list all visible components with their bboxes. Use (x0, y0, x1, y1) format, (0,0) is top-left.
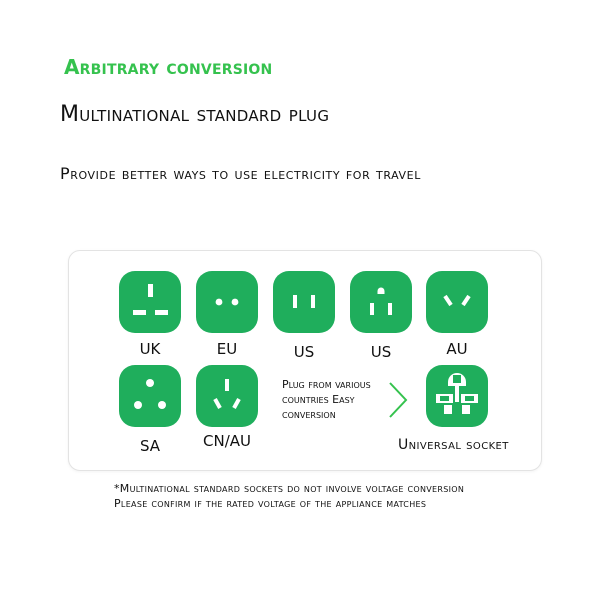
socket-label-us-grounded: US (370, 343, 392, 361)
tagline: Provide better ways to use electricity for travel (60, 164, 421, 183)
us-grounded-socket-icon (350, 271, 412, 333)
socket-label-uk: UK (139, 340, 161, 358)
socket-label-au: AU (446, 340, 468, 358)
headline: Arbitrary conversion (64, 55, 273, 79)
socket-label-us: US (293, 343, 315, 361)
us-socket-icon (273, 271, 335, 333)
footnote (114, 481, 464, 511)
chevron-right-icon (386, 380, 410, 424)
sa-socket-icon (119, 365, 181, 427)
subhead: Multinational standard plug (60, 102, 330, 127)
conversion-note: Plug from various countries Easy conversion (282, 378, 371, 421)
footnote-line-1: *Multinational standard sockets do not involve voltage conversion (114, 482, 465, 495)
socket-label-cn-au: CN/AU (203, 432, 251, 450)
uk-socket-icon (119, 271, 181, 333)
footnote-line-2: Please confirm if the rated voltage of the appliance matches (114, 497, 427, 510)
eu-socket-icon (196, 271, 258, 333)
socket-label-eu: EU (216, 340, 238, 358)
cn-au-socket-icon (196, 365, 258, 427)
socket-label-sa: SA (139, 437, 161, 455)
universal-socket-icon (426, 365, 488, 427)
au-socket-icon (426, 271, 488, 333)
universal-socket-label: Universal socket (398, 437, 509, 453)
